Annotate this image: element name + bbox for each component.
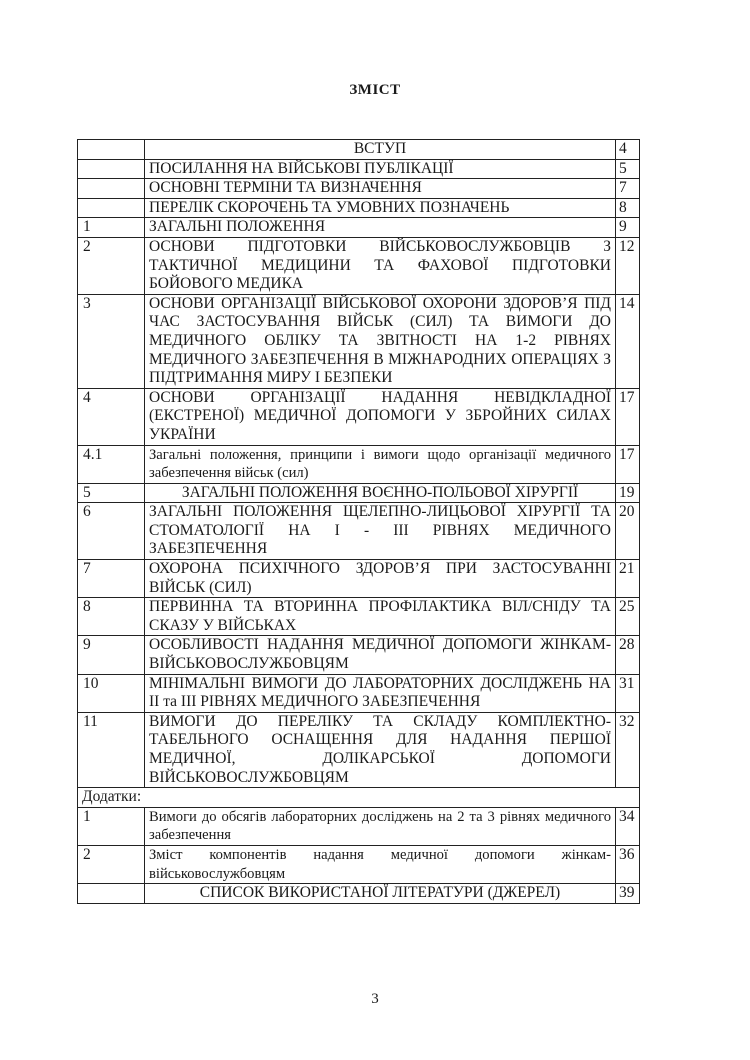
toc-page: 9 — [616, 218, 640, 238]
table-row[interactable] — [78, 218, 640, 238]
toc-number: 8 — [78, 598, 145, 636]
toc-entry-title[interactable]: Загальні положення, принципи і вимоги щодо організації медичного забезпечення військ (сил) — [145, 445, 616, 483]
toc-number: 9 — [78, 636, 145, 674]
toc-entry-title[interactable]: ВИМОГИ ДО ПЕРЕЛІКУ ТА СКЛАДУ КОМПЛЕКТНО-ТАБЕЛЬНОГО ОСНАЩЕННЯ ДЛЯ НАДАННЯ ПЕРШОЇ МЕДИЧНОЇ, ДОЛІКАРСЬКОЇ ДОПОМОГИ ВІЙСЬКОВОСЛУЖБОВЦЯМ — [145, 712, 616, 787]
toc-entry-title[interactable]: ПОСИЛАННЯ НА ВІЙСЬКОВІ ПУБЛІКАЦІЇ — [145, 159, 616, 179]
toc-number — [78, 179, 145, 199]
toc-number: 1 — [78, 218, 145, 238]
toc-entry-title[interactable]: ЗАГАЛЬНІ ПОЛОЖЕННЯ ЩЕЛЕПНО-ЛИЦЬОВОЇ ХІРУРГІЇ ТА СТОМАТОЛОГІЇ НА І - ІІІ РІВНЯХ МЕДИЧНОГО ЗАБЕЗПЕЧЕННЯ — [145, 503, 616, 560]
toc-page: 17 — [616, 388, 640, 445]
toc-page: 8 — [616, 198, 640, 218]
toc-entry-title[interactable]: ЗАГАЛЬНІ ПОЛОЖЕННЯ — [145, 218, 616, 238]
toc-page: 4 — [616, 140, 640, 160]
table-row[interactable] — [78, 712, 640, 787]
table-row[interactable] — [78, 388, 640, 445]
toc-number: 7 — [78, 560, 145, 598]
toc-page: 7 — [616, 179, 640, 199]
toc-entry-title[interactable]: Вимоги до обсягів лабораторних досліджень на 2 та 3 рівнях медичного забезпечення — [145, 807, 616, 845]
table-row[interactable] — [78, 237, 640, 294]
toc-page: 20 — [616, 503, 640, 560]
toc-entry-title[interactable]: Зміст компонентів надання медичної допомоги жінкам-військовослужбовцям — [145, 845, 616, 883]
toc-entry-title[interactable]: МІНІМАЛЬНІ ВИМОГИ ДО ЛАБОРАТОРНИХ ДОСЛІДЖЕНЬ НА ІІ та ІІІ РІВНЯХ МЕДИЧНОГО ЗАБЕЗПЕЧЕННЯ — [145, 674, 616, 712]
table-row[interactable] — [78, 598, 640, 636]
toc-entry-title[interactable]: ОСНОВИ ОРГАНІЗАЦІЇ НАДАННЯ НЕВІДКЛАДНОЇ (ЕКСТРЕНОЇ) МЕДИЧНОЇ ДОПОМОГИ У ЗБРОЙНИХ СИЛАХ УКРАЇНИ — [145, 388, 616, 445]
toc-page: 21 — [616, 560, 640, 598]
appendix-label: Додатки: — [78, 788, 640, 808]
table-row[interactable] — [78, 560, 640, 598]
toc-number: 5 — [78, 483, 145, 503]
toc-page: 28 — [616, 636, 640, 674]
table-row[interactable] — [78, 140, 640, 160]
toc-entry-title[interactable]: ОСНОВИ ПІДГОТОВКИ ВІЙСЬКОВОСЛУЖБОВЦІВ З ТАКТИЧНОЇ МЕДИЦИНИ ТА ФАХОВОЇ ПІДГОТОВКИ БОЙОВОГО МЕДИКА — [145, 237, 616, 294]
table-row[interactable] — [78, 483, 640, 503]
toc-page: 36 — [616, 845, 640, 883]
toc-page: 31 — [616, 674, 640, 712]
toc-number — [78, 198, 145, 218]
toc-page: 19 — [616, 483, 640, 503]
toc-entry-title[interactable]: ОСНОВИ ОРГАНІЗАЦІЇ ВІЙСЬКОВОЇ ОХОРОНИ ЗДОРОВ’Я ПІД ЧАС ЗАСТОСУВАННЯ ВІЙСЬК (СИЛ) ТА ВИМОГИ ДО МЕДИЧНОГО ОБЛІКУ ТА ЗВІТНОСТІ НА 1-2 РІВНЯХ МЕДИЧНОГО ЗАБЕЗПЕЧЕННЯ В МІЖНАРОДНИХ ОПЕРАЦІЯХ З ПІДТРИМАННЯ МИРУ І БЕЗПЕКИ — [145, 294, 616, 388]
table-row[interactable] — [78, 636, 640, 674]
toc-number — [78, 884, 145, 904]
toc-page: 17 — [616, 445, 640, 483]
toc-entry-title[interactable]: ОХОРОНА ПСИХІЧНОГО ЗДОРОВ’Я ПРИ ЗАСТОСУВАННІ ВІЙСЬК (СИЛ) — [145, 560, 616, 598]
toc-entry-title[interactable]: ПЕРВИННА ТА ВТОРИННА ПРОФІЛАКТИКА ВІЛ/СНІДУ ТА СКАЗУ У ВІЙСЬКАХ — [145, 598, 616, 636]
toc-page: 25 — [616, 598, 640, 636]
page-number: 3 — [371, 991, 379, 1007]
table-row[interactable] — [78, 807, 640, 845]
toc-page: 34 — [616, 807, 640, 845]
table-row[interactable] — [78, 674, 640, 712]
table-row[interactable] — [78, 198, 640, 218]
toc-number — [78, 159, 145, 179]
toc-number: 6 — [78, 503, 145, 560]
toc-entry-title[interactable]: ВСТУП — [145, 140, 616, 160]
toc-number — [78, 140, 145, 160]
page-title: ЗМІСТ — [349, 82, 401, 98]
toc-page: 12 — [616, 237, 640, 294]
toc-number: 4.1 — [78, 445, 145, 483]
toc-page: 14 — [616, 294, 640, 388]
toc-page: 39 — [616, 884, 640, 904]
toc-number: 2 — [78, 845, 145, 883]
table-row[interactable] — [78, 445, 640, 483]
toc-number: 2 — [78, 237, 145, 294]
toc-entry-title[interactable]: СПИСОК ВИКОРИСТАНОЇ ЛІТЕРАТУРИ (ДЖЕРЕЛ) — [145, 884, 616, 904]
toc-entry-title[interactable]: ПЕРЕЛІК СКОРОЧЕНЬ ТА УМОВНИХ ПОЗНАЧЕНЬ — [145, 198, 616, 218]
toc-number: 11 — [78, 712, 145, 787]
toc-number: 10 — [78, 674, 145, 712]
toc-number: 1 — [78, 807, 145, 845]
toc-entry-title[interactable]: ОСНОВНІ ТЕРМІНИ ТА ВИЗНАЧЕННЯ — [145, 179, 616, 199]
toc-number: 4 — [78, 388, 145, 445]
toc-entry-title[interactable]: ЗАГАЛЬНІ ПОЛОЖЕННЯ ВОЄННО-ПОЛЬОВОЇ ХІРУРГІЇ — [145, 483, 616, 503]
toc-page: 5 — [616, 159, 640, 179]
table-row[interactable] — [78, 294, 640, 388]
table-row[interactable] — [78, 179, 640, 199]
table-row[interactable] — [78, 845, 640, 883]
table-row[interactable] — [78, 884, 640, 904]
table-of-contents — [77, 139, 640, 904]
toc-number: 3 — [78, 294, 145, 388]
table-row[interactable] — [78, 159, 640, 179]
toc-entry-title[interactable]: ОСОБЛИВОСТІ НАДАННЯ МЕДИЧНОЇ ДОПОМОГИ ЖІНКАМ-ВІЙСЬКОВОСЛУЖБОВЦЯМ — [145, 636, 616, 674]
toc-page: 32 — [616, 712, 640, 787]
table-row[interactable] — [78, 503, 640, 560]
appendix-header-row — [78, 788, 640, 808]
